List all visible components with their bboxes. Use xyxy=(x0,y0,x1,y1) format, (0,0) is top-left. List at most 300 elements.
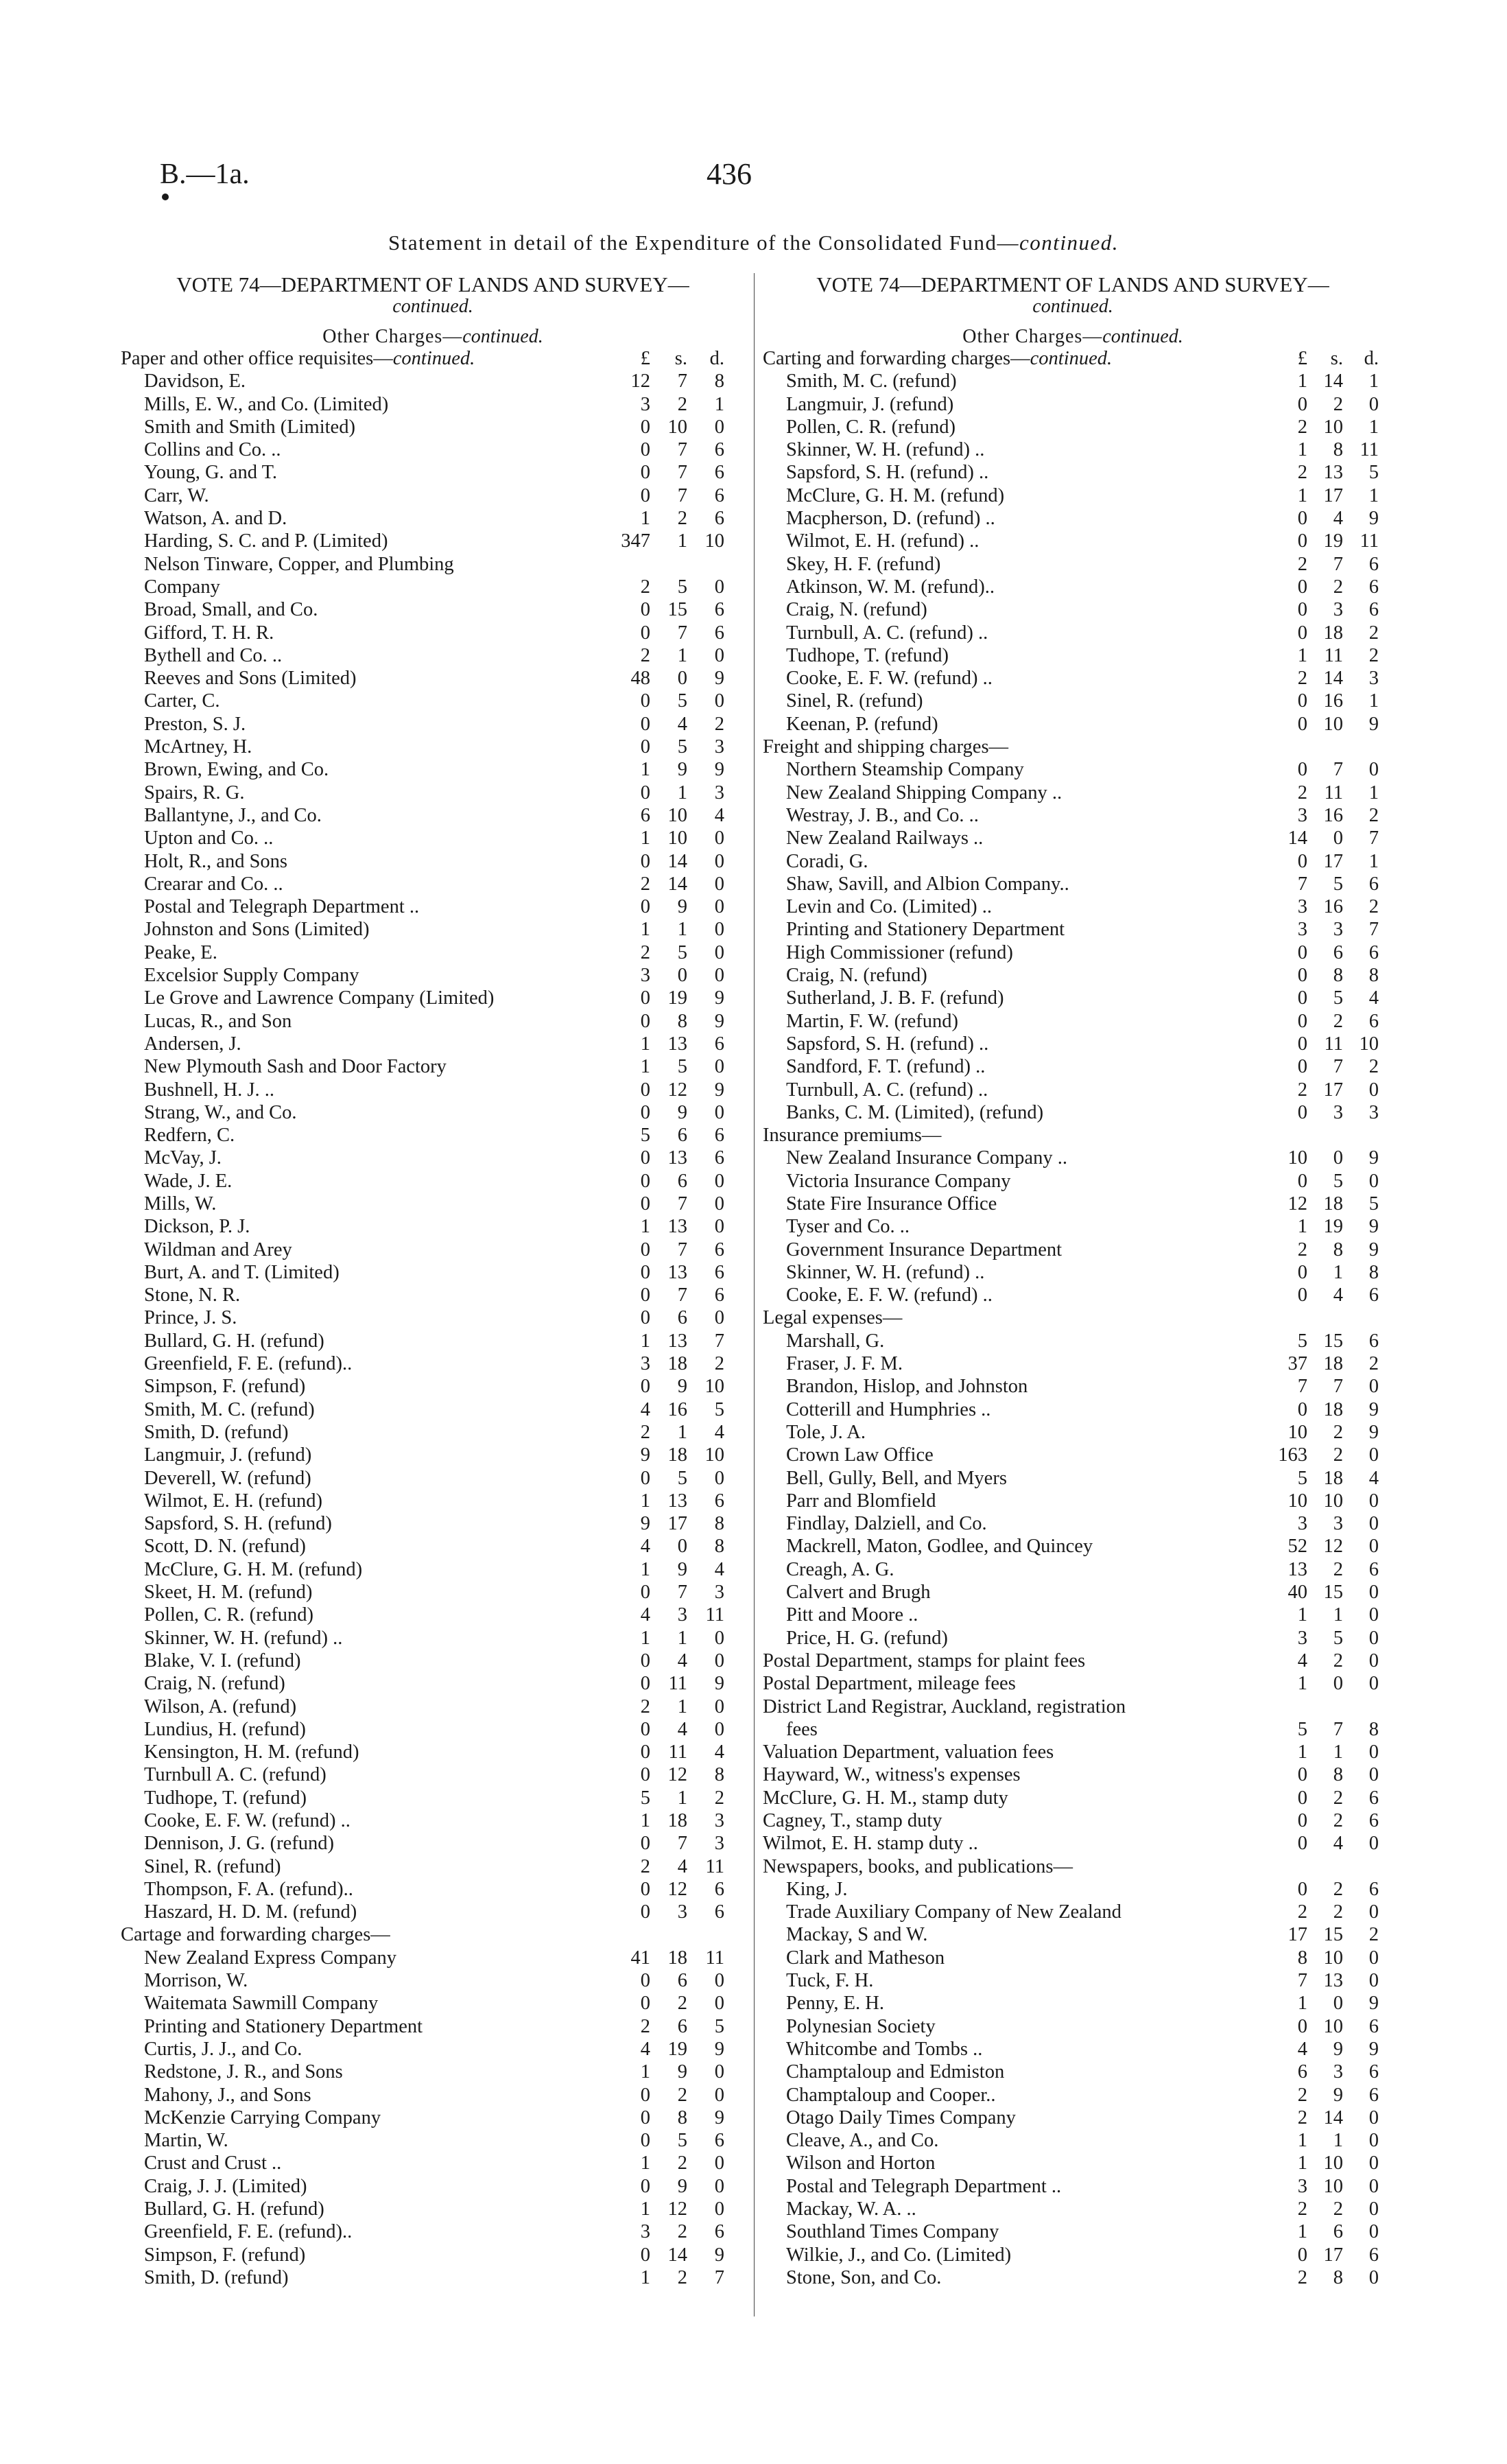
pounds-value: 0 xyxy=(1297,1833,1307,1855)
entry-name: Smith, M. C. (refund) xyxy=(144,1398,315,1420)
list-item xyxy=(763,1832,1383,1855)
entry-name: Andersen, J. xyxy=(144,1033,241,1055)
pence-value: 6 xyxy=(714,2130,724,2152)
entry-name: Young, G. and T. xyxy=(144,462,277,484)
pounds-value: 0 xyxy=(1297,1764,1307,1786)
pounds-value: 163 xyxy=(1278,1444,1307,1466)
pounds-value: 4 xyxy=(640,1536,650,1558)
entry-name: Bullard, G. H. (refund) xyxy=(144,1330,324,1352)
pounds-value: 2 xyxy=(1297,668,1307,690)
list-item xyxy=(763,1787,1383,1809)
list-item xyxy=(121,1558,745,1581)
pounds-value: 0 xyxy=(640,896,650,918)
list-item xyxy=(763,622,1383,644)
shillings-value: 12 xyxy=(1323,1536,1343,1558)
pounds-value: 2 xyxy=(1297,1239,1307,1260)
entry-name: Cleave, A., and Co. xyxy=(786,2130,939,2152)
shillings-value: 15 xyxy=(1323,1330,1343,1352)
shillings-value: 1 xyxy=(677,644,687,666)
list-item xyxy=(763,1878,1383,1901)
entry-name: Langmuir, J. (refund) xyxy=(786,393,954,415)
shillings-value: 7 xyxy=(1333,1056,1343,1078)
pence-value: 0 xyxy=(714,1216,724,1238)
entry-name: Le Grove and Lawrence Company (Limited) xyxy=(144,987,495,1009)
entry-name: Polynesian Society xyxy=(786,2015,936,2037)
pounds-value: 0 xyxy=(640,782,650,803)
list-item xyxy=(121,941,745,964)
entry-name: Northern Steamship Company xyxy=(786,759,1024,781)
entry-name: Blake, V. I. (refund) xyxy=(144,1650,301,1671)
pounds-value: 347 xyxy=(621,530,650,552)
shillings-value: 7 xyxy=(1333,1718,1343,1740)
entry-name: Davidson, E. xyxy=(144,371,246,392)
shillings-value: 16 xyxy=(1323,896,1343,918)
entry-name: Watson, A. and D. xyxy=(144,508,287,530)
list-item xyxy=(121,484,745,507)
pounds-value: 0 xyxy=(640,1901,650,1923)
list-item xyxy=(763,1490,1383,1512)
entry-name: Smith, M. C. (refund) xyxy=(786,371,957,392)
pence-value: 6 xyxy=(714,484,724,506)
pounds-value: 0 xyxy=(640,1079,650,1101)
pounds-value: 1 xyxy=(1297,2152,1307,2174)
shillings-value: 6 xyxy=(677,1307,687,1329)
list-item xyxy=(763,576,1383,598)
list-item xyxy=(763,1239,1383,1261)
shillings-value: 1 xyxy=(677,1627,687,1649)
list-item xyxy=(763,1512,1383,1535)
entry-name: Martin, W. xyxy=(144,2130,228,2152)
pence-value: 0 xyxy=(714,1993,724,2015)
list-item xyxy=(763,1101,1383,1124)
pence-value: 0 xyxy=(1368,1650,1379,1671)
shillings-value: 8 xyxy=(1333,2266,1343,2288)
pence-value: 1 xyxy=(1368,484,1379,506)
column-divider xyxy=(754,273,755,2316)
shillings-value: 9 xyxy=(677,896,687,918)
pounds-value: 0 xyxy=(640,1467,650,1489)
shillings-value: 18 xyxy=(667,1353,687,1375)
entry-name: Newspapers, books, and publications— xyxy=(763,1855,1073,1877)
pounds-value: 12 xyxy=(630,371,650,392)
pounds-value: 48 xyxy=(630,668,650,690)
list-item xyxy=(121,987,745,1009)
shillings-value: 1 xyxy=(1333,1741,1343,1763)
pounds-value: 5 xyxy=(640,1787,650,1809)
list-item xyxy=(121,598,745,621)
pounds-value: 0 xyxy=(640,2244,650,2266)
shillings-value: 2 xyxy=(677,2152,687,2174)
pence-value: 11 xyxy=(705,1855,724,1877)
shillings-value: 1 xyxy=(1333,2130,1343,2152)
list-item xyxy=(121,2107,745,2129)
shillings-value: 4 xyxy=(677,1855,687,1877)
entry-name: Levin and Co. (Limited) .. xyxy=(786,896,992,918)
pence-value: 0 xyxy=(1368,2198,1379,2220)
shillings-value: 18 xyxy=(1323,1398,1343,1420)
statement-title: Statement in detail of the Expenditure of the Consolidated Fund—continued. xyxy=(388,231,1119,255)
pence-value: 3 xyxy=(1368,1101,1379,1123)
entry-name: Pollen, C. R. (refund) xyxy=(144,1604,313,1626)
pounds-value: 2 xyxy=(1297,553,1307,575)
shillings-value: 19 xyxy=(667,987,687,1009)
entry-name: State Fire Insurance Office xyxy=(786,1193,997,1215)
pounds-value: 0 xyxy=(1297,987,1307,1009)
pence-value: 6 xyxy=(714,1878,724,1900)
entry-name: Champtaloup and Edmiston xyxy=(786,2061,1005,2083)
currency-header: d. xyxy=(1364,348,1379,369)
shillings-value: 6 xyxy=(677,1970,687,1992)
pence-value: 0 xyxy=(1368,2107,1379,2128)
entry-name: Clark and Matheson xyxy=(786,1947,945,1969)
pounds-value: 1 xyxy=(640,508,650,530)
list-item xyxy=(121,873,745,895)
pounds-value: 0 xyxy=(1297,1878,1307,1900)
shillings-value: 11 xyxy=(1324,782,1343,803)
entry-name: Tuck, F. H. xyxy=(786,1970,874,1992)
pounds-value: 1 xyxy=(1297,1993,1307,2015)
pence-value: 3 xyxy=(714,736,724,758)
entry-name: New Zealand Express Company xyxy=(144,1947,397,1969)
entry-name: Westray, J. B., and Co. .. xyxy=(786,804,979,826)
pence-value: 7 xyxy=(714,1330,724,1352)
list-item xyxy=(763,598,1383,621)
entry-name: Wilmot, E. H. (refund) .. xyxy=(786,530,980,552)
entry-name: Ballantyne, J., and Co. xyxy=(144,804,322,826)
pence-value: 5 xyxy=(714,1398,724,1420)
pence-value: 0 xyxy=(714,2061,724,2083)
pence-value: 0 xyxy=(714,2198,724,2220)
shillings-value: 1 xyxy=(677,782,687,803)
pounds-value: 0 xyxy=(640,1764,650,1786)
pence-value: 8 xyxy=(1368,1261,1379,1283)
pence-value: 6 xyxy=(1368,873,1379,895)
list-item xyxy=(763,461,1383,484)
entry-name: Redstone, J. R., and Sons xyxy=(144,2061,343,2083)
shillings-value: 6 xyxy=(677,1125,687,1147)
shillings-value: 5 xyxy=(677,690,687,712)
shillings-value: 10 xyxy=(1323,1947,1343,1969)
entry-name: Gifford, T. H. R. xyxy=(144,622,274,644)
list-item xyxy=(763,1398,1383,1421)
shillings-value: 10 xyxy=(1323,2175,1343,2197)
pence-value: 4 xyxy=(714,1421,724,1443)
list-item xyxy=(121,1330,745,1352)
pounds-value: 0 xyxy=(1297,1261,1307,1283)
shillings-value: 9 xyxy=(677,2061,687,2083)
shillings-value: 5 xyxy=(677,736,687,758)
list-item xyxy=(763,667,1383,690)
shillings-value: 7 xyxy=(677,622,687,644)
list-item xyxy=(121,1718,745,1741)
left-column xyxy=(121,273,745,2289)
pounds-value: 0 xyxy=(1297,1056,1307,1078)
pounds-value: 0 xyxy=(640,987,650,1009)
shillings-value: 17 xyxy=(1323,1079,1343,1101)
pounds-value: 1 xyxy=(1297,371,1307,392)
shillings-value: 0 xyxy=(1333,1993,1343,2015)
list-item xyxy=(763,2061,1383,2083)
entry-name: Banks, C. M. (Limited), (refund) xyxy=(786,1101,1044,1123)
entry-name: Postal and Telegraph Department .. xyxy=(144,896,420,918)
shillings-value: 17 xyxy=(1323,850,1343,872)
entry-name: Valuation Department, valuation fees xyxy=(763,1741,1054,1763)
pounds-value: 10 xyxy=(1288,1490,1307,1512)
pounds-value: 0 xyxy=(1297,941,1307,963)
list-item xyxy=(763,1604,1383,1626)
pence-value: 0 xyxy=(1368,2152,1379,2174)
pounds-value: 10 xyxy=(1288,1421,1307,1443)
pounds-value: 6 xyxy=(640,804,650,826)
right-column xyxy=(763,273,1383,2289)
pounds-value: 4 xyxy=(640,1604,650,1626)
pounds-value: 0 xyxy=(640,416,650,438)
entry-name: Turnbull A. C. (refund) xyxy=(144,1764,327,1786)
pounds-value: 0 xyxy=(1297,759,1307,781)
pounds-value: 0 xyxy=(1297,1810,1307,1831)
shillings-value: 18 xyxy=(1323,1353,1343,1375)
pence-value: 0 xyxy=(1368,1764,1379,1786)
entry-name: McKenzie Carrying Company xyxy=(144,2107,381,2128)
pounds-value: 1 xyxy=(640,1810,650,1831)
shillings-value: 2 xyxy=(677,1993,687,2015)
entry-name: Redfern, C. xyxy=(144,1125,235,1147)
pounds-value: 2 xyxy=(640,1696,650,1717)
shillings-value: 7 xyxy=(677,439,687,461)
pounds-value: 2 xyxy=(640,1855,650,1877)
entry-name: Cotterill and Humphries .. xyxy=(786,1398,991,1420)
pounds-value: 0 xyxy=(640,439,650,461)
shillings-value: 1 xyxy=(677,1696,687,1717)
pence-value: 3 xyxy=(1368,668,1379,690)
shillings-value: 7 xyxy=(677,462,687,484)
list-item xyxy=(121,2198,745,2220)
pounds-value: 4 xyxy=(1297,2038,1307,2060)
entry-name: Tudhope, T. (refund) xyxy=(786,644,949,666)
shillings-value: 2 xyxy=(677,2221,687,2243)
list-item xyxy=(121,553,745,576)
shillings-value: 11 xyxy=(668,1741,687,1763)
shillings-value: 2 xyxy=(1333,2198,1343,2220)
shillings-value: 2 xyxy=(1333,576,1343,598)
list-item xyxy=(763,644,1383,667)
pounds-value: 0 xyxy=(640,1878,650,1900)
entry-name: Whitcombe and Tombs .. xyxy=(786,2038,983,2060)
pence-value: 9 xyxy=(714,759,724,781)
list-item xyxy=(121,2220,745,2243)
shillings-value: 18 xyxy=(1323,1467,1343,1489)
pence-value: 1 xyxy=(1368,782,1379,803)
entry-name: Scott, D. N. (refund) xyxy=(144,1536,306,1558)
shillings-value: 0 xyxy=(677,965,687,987)
list-item xyxy=(763,1901,1383,1923)
pence-value: 9 xyxy=(1368,2038,1379,2060)
shillings-value: 11 xyxy=(1324,644,1343,666)
pence-value: 11 xyxy=(705,1604,724,1626)
pence-value: 9 xyxy=(1368,1398,1379,1420)
shillings-value: 14 xyxy=(1323,2107,1343,2128)
list-item xyxy=(763,1124,1383,1147)
entry-name: Spairs, R. G. xyxy=(144,782,245,803)
list-item xyxy=(763,690,1383,712)
entry-name: Wilson and Horton xyxy=(786,2152,936,2174)
entry-name: Wilson, A. (refund) xyxy=(144,1696,297,1717)
pounds-value: 0 xyxy=(640,1741,650,1763)
entry-name: Cooke, E. F. W. (refund) .. xyxy=(786,668,993,690)
pence-value: 6 xyxy=(714,622,724,644)
pounds-value: 2 xyxy=(640,941,650,963)
pounds-value: 0 xyxy=(640,2130,650,2152)
shillings-value: 18 xyxy=(667,1947,687,1969)
shillings-value: 9 xyxy=(677,759,687,781)
pounds-value: 2 xyxy=(1297,1901,1307,1923)
pounds-value: 1 xyxy=(640,759,650,781)
entry-name: Findlay, Dalziell, and Co. xyxy=(786,1513,987,1535)
pounds-value: 0 xyxy=(640,462,650,484)
entry-name: Stone, N. R. xyxy=(144,1284,241,1306)
pence-value: 0 xyxy=(1368,1673,1379,1695)
entry-name: Martin, F. W. (refund) xyxy=(786,1010,959,1032)
pence-value: 0 xyxy=(714,576,724,598)
entry-name: Legal expenses— xyxy=(763,1307,903,1329)
pence-value: 9 xyxy=(714,1079,724,1101)
shillings-value: 12 xyxy=(667,1878,687,1900)
pounds-value: 1 xyxy=(640,1216,650,1238)
pounds-value: 2 xyxy=(640,1421,650,1443)
entry-name: New Plymouth Sash and Door Factory xyxy=(144,1056,447,1078)
pounds-value: 2 xyxy=(640,873,650,895)
list-item xyxy=(763,347,1383,370)
pounds-value: 41 xyxy=(630,1947,650,1969)
shillings-value: 14 xyxy=(667,2244,687,2266)
list-item xyxy=(121,1763,745,1786)
shillings-value: 2 xyxy=(677,393,687,415)
pence-value: 0 xyxy=(1368,1170,1379,1192)
pence-value: 3 xyxy=(714,1582,724,1604)
pence-value: 10 xyxy=(1359,1033,1379,1055)
list-item xyxy=(121,1079,745,1101)
entry-name: Marshall, G. xyxy=(786,1330,885,1352)
list-item xyxy=(121,1284,745,1306)
shillings-value: 11 xyxy=(668,1673,687,1695)
list-item xyxy=(763,941,1383,964)
pence-value: 6 xyxy=(1368,599,1379,621)
shillings-value: 1 xyxy=(1333,1261,1343,1283)
shillings-value: 3 xyxy=(1333,2061,1343,2083)
currency-header: £ xyxy=(640,348,650,369)
list-item xyxy=(763,987,1383,1009)
shillings-value: 4 xyxy=(1333,508,1343,530)
shillings-value: 5 xyxy=(677,1056,687,1078)
list-item xyxy=(121,1604,745,1626)
shillings-value: 0 xyxy=(1333,1673,1343,1695)
shillings-value: 4 xyxy=(677,1718,687,1740)
pounds-value: 2 xyxy=(1297,1079,1307,1101)
list-item xyxy=(763,827,1383,849)
pounds-value: 4 xyxy=(1297,1650,1307,1671)
entry-name: Bythell and Co. .. xyxy=(144,644,283,666)
list-item xyxy=(121,2015,745,2038)
pounds-value: 2 xyxy=(640,576,650,598)
pence-value: 0 xyxy=(1368,1536,1379,1558)
shillings-value: 13 xyxy=(1323,462,1343,484)
list-item xyxy=(121,576,745,598)
pounds-value: 1 xyxy=(1297,644,1307,666)
pence-value: 9 xyxy=(714,1673,724,1695)
list-item xyxy=(763,804,1383,827)
shillings-value: 7 xyxy=(677,1284,687,1306)
pence-value: 8 xyxy=(714,1536,724,1558)
pence-value: 1 xyxy=(1368,690,1379,712)
list-item xyxy=(121,827,745,849)
list-item xyxy=(763,553,1383,576)
pence-value: 3 xyxy=(714,1833,724,1855)
shillings-value: 1 xyxy=(677,1421,687,1443)
pence-value: 6 xyxy=(714,2221,724,2243)
pence-value: 6 xyxy=(1368,1010,1379,1032)
pounds-value: 0 xyxy=(640,713,650,735)
shillings-value: 3 xyxy=(677,1901,687,1923)
entry-name: Brandon, Hislop, and Johnston xyxy=(786,1376,1028,1398)
pence-value: 0 xyxy=(1368,1079,1379,1101)
entry-name: Tudhope, T. (refund) xyxy=(144,1787,307,1809)
pounds-value: 1 xyxy=(1297,484,1307,506)
entry-name: Waitemata Sawmill Company xyxy=(144,1993,379,2015)
shillings-value: 5 xyxy=(1333,873,1343,895)
pounds-value: 1 xyxy=(640,828,650,849)
pounds-value: 1 xyxy=(640,1627,650,1649)
list-item xyxy=(763,1923,1383,1946)
list-item xyxy=(121,758,745,781)
list-item xyxy=(763,416,1383,438)
pounds-value: 14 xyxy=(1288,828,1307,849)
pounds-value: 10 xyxy=(1288,1147,1307,1169)
entry-name: Victoria Insurance Company xyxy=(786,1170,1011,1192)
pence-value: 1 xyxy=(1368,416,1379,438)
pence-value: 6 xyxy=(1368,1284,1379,1306)
pounds-value: 1 xyxy=(1297,1216,1307,1238)
shillings-value: 12 xyxy=(667,1764,687,1786)
list-item xyxy=(763,393,1383,416)
shillings-value: 12 xyxy=(667,2198,687,2220)
pence-value: 2 xyxy=(1368,644,1379,666)
entry-name: Morrison, W. xyxy=(144,1970,248,1992)
shillings-value: 14 xyxy=(1323,668,1343,690)
list-item xyxy=(121,1512,745,1535)
list-item xyxy=(763,1581,1383,1604)
list-item xyxy=(121,804,745,827)
entry-name: Fraser, J. F. M. xyxy=(786,1353,903,1375)
pounds-value: 0 xyxy=(1297,690,1307,712)
shillings-value: 13 xyxy=(667,1261,687,1283)
pounds-value: 9 xyxy=(640,1444,650,1466)
pounds-value: 0 xyxy=(1297,622,1307,644)
entry-name: Postal Department, mileage fees xyxy=(763,1673,1016,1695)
pence-value: 0 xyxy=(714,1193,724,1215)
list-item xyxy=(763,850,1383,873)
shillings-value: 5 xyxy=(1333,1170,1343,1192)
list-item xyxy=(121,347,745,370)
pounds-value: 0 xyxy=(640,736,650,758)
entry-name: Sapsford, S. H. (refund) xyxy=(144,1513,332,1535)
pounds-value: 1 xyxy=(1297,2130,1307,2152)
entry-name: Bushnell, H. J. .. xyxy=(144,1079,275,1101)
pence-value: 9 xyxy=(1368,508,1379,530)
entry-name: Reeves and Sons (Limited) xyxy=(144,668,357,690)
pounds-value: 0 xyxy=(640,1147,650,1169)
pence-value: 3 xyxy=(714,1810,724,1831)
pounds-value: 3 xyxy=(640,393,650,415)
